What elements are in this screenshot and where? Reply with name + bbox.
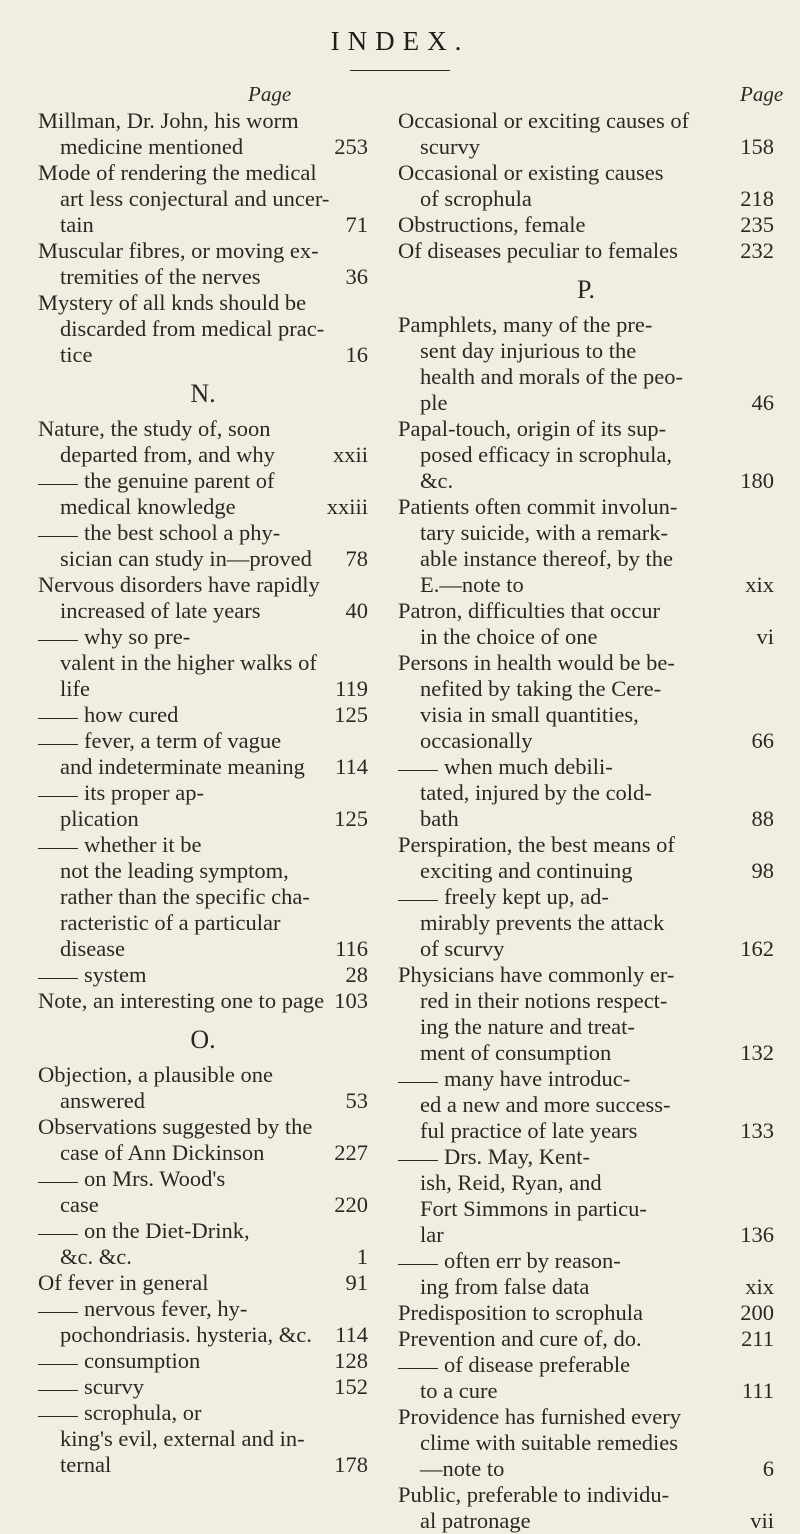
- index-line: [38, 546, 368, 572]
- index-line: [38, 1218, 368, 1244]
- entry-line-text: &c.: [420, 468, 454, 493]
- section-letter: O.: [190, 1025, 216, 1054]
- index-line: [398, 1456, 774, 1482]
- index-line: [398, 1040, 774, 1066]
- index-line: [398, 754, 774, 780]
- page-reference: 46: [751, 390, 774, 415]
- entry-line-text: of scurvy: [420, 936, 505, 961]
- entry-line-text: tice: [60, 342, 93, 367]
- entry-line-text: case: [60, 1192, 99, 1217]
- index-line: [38, 1270, 368, 1296]
- index-line: [398, 108, 774, 134]
- page-reference: 6: [762, 1456, 774, 1481]
- page-reference: 53: [345, 1088, 368, 1113]
- index-line: [38, 1322, 368, 1348]
- entry-line-text: to a cure: [420, 1378, 498, 1403]
- page-reference: 40: [345, 598, 368, 623]
- entry-line-text: nervous fever, hy-: [84, 1296, 248, 1321]
- page-reference: 152: [334, 1374, 368, 1399]
- index-line: [398, 988, 774, 1014]
- entry-line-text: ed a new and more success-: [420, 1092, 671, 1117]
- entry-line-text: and indeterminate meaning: [60, 754, 305, 779]
- index-entry: [38, 160, 368, 238]
- index-line: [38, 160, 368, 186]
- index-line: [38, 754, 368, 780]
- index-line: [38, 858, 368, 884]
- entry-line-text: discarded from medical prac-: [60, 316, 325, 341]
- entry-line-text: often err by reason-: [444, 1248, 621, 1273]
- index-line: [38, 910, 368, 936]
- entry-line-text: scurvy: [420, 134, 480, 159]
- entry-line-text: of scrophula: [420, 186, 532, 211]
- index-line: [38, 1192, 368, 1218]
- index-line: [38, 1114, 368, 1140]
- index-entry: [398, 1404, 774, 1482]
- entry-heading-text: Note, an interesting one to page: [38, 988, 325, 1013]
- entry-heading-text: Millman, Dr. John, his worm: [38, 108, 299, 133]
- entry-heading-text: Observations suggested by the: [38, 1114, 313, 1139]
- entry-line-text: valent in the higher walks of: [60, 650, 317, 675]
- page-reference: 125: [334, 702, 368, 727]
- entry-line-text: scurvy: [84, 1374, 144, 1399]
- index-entry: [398, 238, 774, 264]
- index-line: [38, 572, 368, 598]
- index-line: [38, 1166, 368, 1192]
- index-line: [398, 936, 774, 962]
- page-reference: 133: [740, 1118, 774, 1143]
- page-reference: 128: [334, 1348, 368, 1373]
- entry-line-text: consumption: [84, 1348, 201, 1373]
- entry-line-text: when much debili-: [444, 754, 613, 779]
- index-line: [38, 676, 368, 702]
- index-line: [398, 1352, 774, 1378]
- index-line: [398, 212, 774, 238]
- index-line: [38, 342, 368, 368]
- index-line: [38, 212, 368, 238]
- page-reference: 162: [740, 936, 774, 961]
- entry-line-text: disease: [60, 936, 125, 961]
- index-line: [398, 806, 774, 832]
- index-line: [398, 1144, 774, 1170]
- entry-line-text: ternal: [60, 1452, 112, 1477]
- index-entry: [38, 1114, 368, 1270]
- index-entry: [38, 238, 368, 290]
- entry-line-text: fever, a term of vague: [84, 728, 282, 753]
- left-index-column: [38, 108, 368, 1478]
- index-entry: [398, 598, 774, 650]
- entry-line-text: medical knowledge: [60, 494, 236, 519]
- page-reference: vi: [756, 624, 774, 649]
- index-line: [38, 1088, 368, 1114]
- entry-line-text: departed from, and why: [60, 442, 275, 467]
- entry-line-text: medicine mentioned: [60, 134, 244, 159]
- entry-heading-text: Muscular fibres, or moving ex-: [38, 238, 319, 263]
- entry-line-text: many have introduc-: [444, 1066, 631, 1091]
- page-reference: 136: [740, 1222, 774, 1247]
- entry-line-text: ment of consumption: [420, 1040, 612, 1065]
- index-line: [398, 1066, 774, 1092]
- index-line: [38, 598, 368, 624]
- index-entry: [38, 108, 368, 160]
- index-line: [398, 1378, 774, 1404]
- entry-line-text: on the Diet-Drink,: [84, 1218, 250, 1243]
- entry-line-text: racteristic of a particular: [60, 910, 281, 935]
- index-line: [398, 650, 774, 676]
- page-reference: 28: [345, 962, 368, 987]
- page-reference: 114: [335, 1322, 368, 1347]
- index-entry: [38, 1062, 368, 1114]
- entry-line-text: whether it be: [84, 832, 202, 857]
- index-line: [38, 702, 368, 728]
- entry-heading-text: Patients often commit involun-: [398, 494, 678, 519]
- entry-heading-text: Persons in health would be be-: [398, 650, 675, 675]
- page-reference: 91: [345, 1270, 368, 1295]
- index-line: [38, 832, 368, 858]
- index-line: [38, 468, 368, 494]
- index-line: [398, 1274, 774, 1300]
- entry-heading-text: Perspiration, the best means of: [398, 832, 675, 857]
- entry-line-text: E.—note to: [420, 572, 524, 597]
- entry-line-text: posed efficacy in scrophula,: [420, 442, 672, 467]
- index-line: [398, 1222, 774, 1248]
- page-reference: 111: [741, 1378, 774, 1403]
- index-line: [398, 364, 774, 390]
- index-line: [38, 494, 368, 520]
- entry-line-text: the genuine parent of: [84, 468, 275, 493]
- index-line: [398, 1482, 774, 1508]
- entry-line-text: increased of late years: [60, 598, 261, 623]
- page-reference: 253: [334, 134, 368, 159]
- page-reference: 66: [751, 728, 774, 753]
- page-reference: 36: [345, 264, 368, 289]
- entry-line-text: bath: [420, 806, 459, 831]
- index-entry: [398, 494, 774, 598]
- page-reference: 125: [334, 806, 368, 831]
- page-reference: 71: [345, 212, 368, 237]
- page-reference: vii: [750, 1508, 774, 1533]
- index-line: [38, 884, 368, 910]
- entry-line-text: &c. &c.: [60, 1244, 132, 1269]
- index-entry: [38, 290, 368, 368]
- entry-line-text: art less conjectural and uncer-: [60, 186, 330, 211]
- entry-line-text: mirably prevents the attack: [420, 910, 665, 935]
- page-reference: 119: [335, 676, 368, 701]
- index-entry: [398, 962, 774, 1300]
- index-line: [38, 238, 368, 264]
- index-line: [38, 290, 368, 316]
- index-line: [38, 988, 368, 1014]
- index-line: [398, 186, 774, 212]
- index-line: [38, 1374, 368, 1400]
- entry-line-text: visia in small quantities,: [420, 702, 639, 727]
- index-line: [38, 264, 368, 290]
- section-letter: N.: [190, 379, 216, 408]
- entry-line-text: of disease preferable: [444, 1352, 631, 1377]
- entry-heading-text: Providence has furnished every: [398, 1404, 682, 1429]
- index-line: [38, 1400, 368, 1426]
- page-reference: 220: [334, 1192, 368, 1217]
- page-reference: xxiii: [326, 494, 368, 519]
- page-reference: xxii: [332, 442, 368, 467]
- index-entry: [398, 212, 774, 238]
- page-reference: xix: [745, 572, 774, 597]
- index-entry: [38, 1270, 368, 1478]
- entry-line-text: tated, injured by the cold-: [420, 780, 652, 805]
- index-line: [398, 962, 774, 988]
- page-column-label-left: Page: [248, 82, 292, 106]
- entry-heading-text: Mystery of all knds should be: [38, 290, 307, 315]
- entry-line-text: life: [60, 676, 90, 701]
- entry-heading-text: Of fever in general: [38, 1270, 209, 1295]
- index-entry: [398, 416, 774, 494]
- index-line: [398, 910, 774, 936]
- index-line: [398, 1170, 774, 1196]
- index-line: [38, 1244, 368, 1270]
- entry-line-text: in the choice of one: [420, 624, 598, 649]
- page-reference: 132: [740, 1040, 774, 1065]
- entry-line-text: plication: [60, 806, 139, 831]
- entry-heading-text: Prevention and cure of, do.: [398, 1326, 642, 1351]
- entry-line-text: answered: [60, 1088, 145, 1113]
- entry-line-text: case of Ann Dickinson: [60, 1140, 265, 1165]
- page-reference: 103: [334, 988, 368, 1013]
- index-line: [38, 1452, 368, 1478]
- entry-line-text: sent day injurious to the: [420, 338, 637, 363]
- index-line: [38, 780, 368, 806]
- index-entry: [398, 1482, 774, 1534]
- entry-line-text: rather than the specific cha-: [60, 884, 310, 909]
- index-entry: [398, 160, 774, 212]
- index-line: [38, 1062, 368, 1088]
- entry-line-text: Drs. May, Kent-: [444, 1144, 591, 1169]
- index-line: [398, 1014, 774, 1040]
- index-line: [38, 624, 368, 650]
- index-entry: [398, 312, 774, 416]
- index-line: [38, 134, 368, 160]
- index-line: [398, 442, 774, 468]
- entry-heading-text: Physicians have commonly er-: [398, 962, 675, 987]
- page-reference: 114: [335, 754, 368, 779]
- entry-line-text: its proper ap-: [84, 780, 204, 805]
- entry-line-text: how cured: [84, 702, 179, 727]
- index-line: [38, 316, 368, 342]
- entry-line-text: occasionally: [420, 728, 533, 753]
- page-reference: 98: [751, 858, 774, 883]
- entry-line-text: on Mrs. Wood's: [84, 1166, 226, 1191]
- entry-heading-text: Patron, difficulties that occur: [398, 598, 661, 623]
- page-reference: 16: [345, 342, 368, 367]
- entry-line-text: ple: [420, 390, 448, 415]
- index-line: [38, 1426, 368, 1452]
- index-line: [398, 780, 774, 806]
- index-line: [398, 624, 774, 650]
- index-line: [38, 806, 368, 832]
- entry-line-text: the best school a phy-: [84, 520, 281, 545]
- index-line: [398, 312, 774, 338]
- index-line: [38, 186, 368, 212]
- index-line: [38, 108, 368, 134]
- index-line: [38, 1296, 368, 1322]
- entry-line-text: Fort Simmons in particu-: [420, 1196, 647, 1221]
- index-line: [398, 1196, 774, 1222]
- entry-line-text: ish, Reid, Ryan, and: [420, 1170, 602, 1195]
- index-line: [38, 1348, 368, 1374]
- entry-heading-text: Objection, a plausible one: [38, 1062, 273, 1087]
- entry-line-text: tary suicide, with a remark-: [420, 520, 669, 545]
- index-entry: [398, 1326, 774, 1404]
- page-reference: 178: [334, 1452, 368, 1477]
- entry-heading-text: Papal-touch, origin of its sup-: [398, 416, 667, 441]
- entry-line-text: freely kept up, ad-: [444, 884, 609, 909]
- index-line: [398, 676, 774, 702]
- index-line: [398, 338, 774, 364]
- index-line: [398, 1118, 774, 1144]
- index-line: [398, 1430, 774, 1456]
- page-reference: 158: [740, 134, 774, 159]
- right-index-column: [398, 108, 774, 1534]
- index-line: [398, 1326, 774, 1352]
- entry-line-text: king's evil, external and in-: [60, 1426, 305, 1451]
- index-line: [38, 936, 368, 962]
- entry-heading-text: Occasional or exciting causes of: [398, 108, 690, 133]
- index-line: [398, 598, 774, 624]
- index-line: [398, 1508, 774, 1534]
- title-rule: [350, 70, 450, 71]
- index-line: [398, 858, 774, 884]
- entry-line-text: health and morals of the peo-: [420, 364, 684, 389]
- index-entry: [398, 1300, 774, 1326]
- entry-line-text: pochondriasis. hysteria, &c.: [60, 1322, 312, 1347]
- entry-heading-text: Of diseases peculiar to females: [398, 238, 678, 263]
- page-reference: xix: [745, 1274, 774, 1299]
- index-line: [398, 416, 774, 442]
- entry-line-text: scrophula, or: [84, 1400, 202, 1425]
- index-line: [398, 1404, 774, 1430]
- entry-heading-text: Obstructions, female: [398, 212, 586, 237]
- entry-line-text: tremities of the nerves: [60, 264, 261, 289]
- index-line: [398, 572, 774, 598]
- index-line: [38, 728, 368, 754]
- page-reference: 78: [345, 546, 368, 571]
- section-letter: P.: [576, 275, 596, 304]
- index-line: [398, 884, 774, 910]
- page-reference: 218: [740, 186, 774, 211]
- index-line: [398, 494, 774, 520]
- index-line: [398, 1300, 774, 1326]
- page-reference: 88: [751, 806, 774, 831]
- index-line: [38, 520, 368, 546]
- index-line: [398, 1092, 774, 1118]
- page-reference: 232: [740, 238, 774, 263]
- entry-line-text: not the leading symptom,: [60, 858, 289, 883]
- entry-line-text: exciting and continuing: [420, 858, 633, 883]
- entry-line-text: al patronage: [420, 1508, 531, 1533]
- index-entry: [398, 832, 774, 962]
- index-line: [38, 650, 368, 676]
- index-line: [398, 468, 774, 494]
- entry-heading-text: Mode of rendering the medical: [38, 160, 317, 185]
- index-line: [398, 1248, 774, 1274]
- page-column-label-right: Page: [740, 82, 784, 106]
- page-reference: 211: [741, 1326, 774, 1351]
- entry-line-text: nefited by taking the Cere-: [420, 676, 662, 701]
- index-line: [38, 1140, 368, 1166]
- index-line: [38, 442, 368, 468]
- entry-heading-text: Pamphlets, many of the pre-: [398, 312, 653, 337]
- index-line: [398, 728, 774, 754]
- index-line: [398, 702, 774, 728]
- entry-heading-text: Nature, the study of, soon: [38, 416, 271, 441]
- index-line: [398, 832, 774, 858]
- entry-line-text: ing from false data: [420, 1274, 590, 1299]
- entry-line-text: tain: [60, 212, 94, 237]
- index-line: [398, 160, 774, 186]
- page-reference: 200: [740, 1300, 774, 1325]
- entry-line-text: —note to: [420, 1456, 505, 1481]
- entry-heading-text: Nervous disorders have rapidly: [38, 572, 320, 597]
- page-reference: 235: [740, 212, 774, 237]
- page-reference: 180: [740, 468, 774, 493]
- index-entry: [38, 988, 368, 1014]
- entry-line-text: sician can study in—proved: [60, 546, 312, 571]
- entry-line-text: lar: [420, 1222, 444, 1247]
- entry-line-text: system: [84, 962, 147, 987]
- entry-line-text: able instance thereof, by the: [420, 546, 674, 571]
- index-line: [398, 134, 774, 160]
- index-line: [38, 416, 368, 442]
- index-line: [398, 546, 774, 572]
- index-line: [398, 238, 774, 264]
- index-entry: [398, 108, 774, 160]
- index-entry: [398, 650, 774, 832]
- index-line: [38, 962, 368, 988]
- page-reference: 1: [356, 1244, 368, 1269]
- index-entry: [38, 416, 368, 572]
- page-reference: 116: [335, 936, 368, 961]
- entry-line-text: ful practice of late years: [420, 1118, 638, 1143]
- entry-line-text: why so pre-: [84, 624, 191, 649]
- entry-line-text: clime with suitable remedies: [420, 1430, 679, 1455]
- entry-line-text: red in their notions respect-: [420, 988, 668, 1013]
- index-entry: [38, 572, 368, 988]
- entry-heading-text: Public, preferable to individu-: [398, 1482, 670, 1507]
- entry-heading-text: Occasional or existing causes: [398, 160, 664, 185]
- index-line: [398, 520, 774, 546]
- index-line: [398, 390, 774, 416]
- page-reference: 227: [334, 1140, 368, 1165]
- running-title: INDEX.: [330, 26, 470, 56]
- entry-line-text: ing the nature and treat-: [420, 1014, 635, 1039]
- entry-heading-text: Predisposition to scrophula: [398, 1300, 643, 1325]
